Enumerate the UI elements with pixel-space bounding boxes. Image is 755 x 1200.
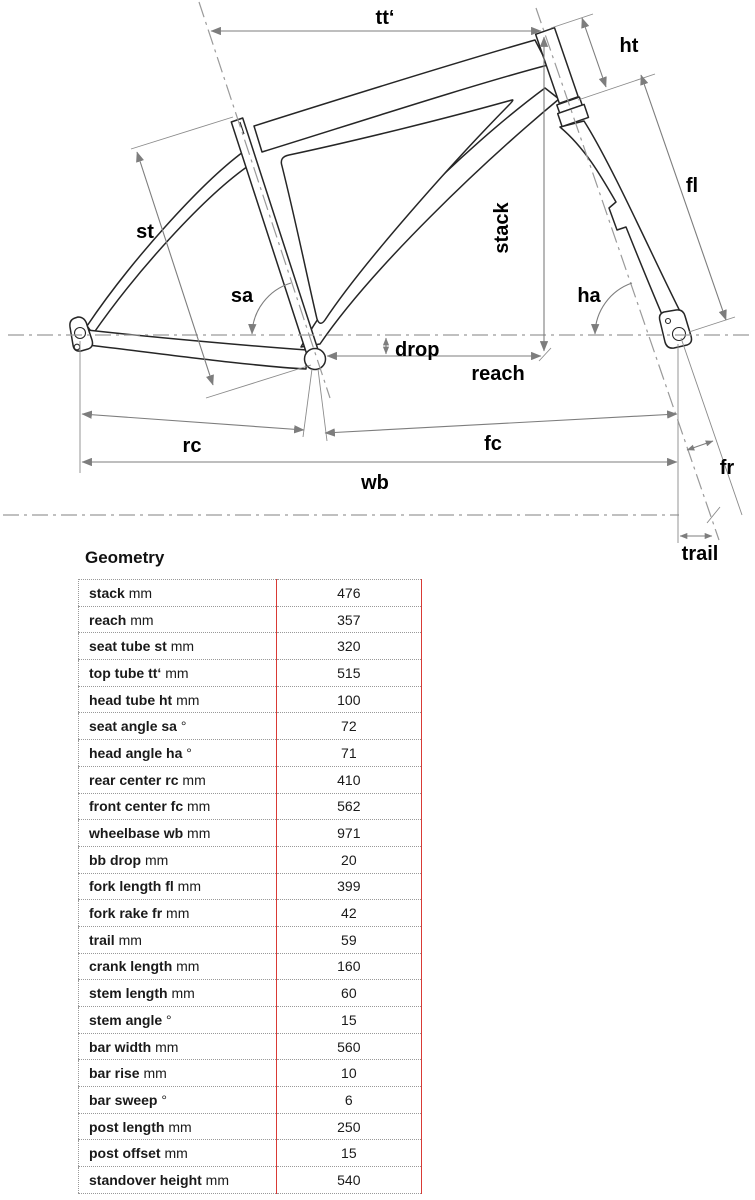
row-label [79, 873, 277, 900]
row-label [79, 1007, 277, 1034]
row-unit: mm [164, 1118, 192, 1135]
row-value: 15 [276, 1140, 421, 1167]
label-trail: trail [681, 543, 719, 565]
row-value: 399 [276, 873, 421, 900]
fork-offset-line [681, 338, 742, 515]
table-row [79, 820, 422, 847]
row-value: 42 [276, 900, 421, 927]
label-fork-length: fl [685, 175, 699, 197]
row-name: fork length fl [89, 878, 174, 895]
row-label [79, 926, 277, 953]
row-name: head angle ha [89, 744, 183, 761]
row-name: stem angle [89, 1011, 163, 1028]
bb-extension-fc [318, 369, 327, 441]
row-unit: mm [183, 825, 211, 842]
row-value: 515 [276, 660, 421, 687]
table-row [79, 926, 422, 953]
table-row [79, 846, 422, 873]
row-label [79, 820, 277, 847]
row-unit: ° [162, 1011, 172, 1028]
row-value: 71 [276, 740, 421, 767]
row-unit: mm [167, 985, 195, 1002]
row-value: 320 [276, 633, 421, 660]
table-row [79, 766, 422, 793]
row-name: seat tube st [89, 638, 167, 655]
geometry-table [78, 579, 422, 1194]
row-name: standover height [89, 1171, 202, 1188]
row-label [79, 980, 277, 1007]
dim-front-center [325, 414, 677, 433]
row-value: 476 [276, 580, 421, 607]
row-value: 60 [276, 980, 421, 1007]
bb-extension-rc [303, 369, 312, 437]
table-row [79, 1140, 422, 1167]
table-row [79, 873, 422, 900]
row-value: 160 [276, 953, 421, 980]
table-row [79, 980, 422, 1007]
label-wheelbase: wb [361, 472, 389, 494]
st-extension-top [131, 117, 233, 149]
row-name: rear center rc [89, 771, 179, 788]
row-name: trail [89, 931, 115, 948]
row-label [79, 1140, 277, 1167]
row-unit: mm [114, 931, 142, 948]
row-label [79, 1033, 277, 1060]
row-unit: mm [139, 1065, 167, 1082]
row-label [79, 953, 277, 980]
row-label [79, 793, 277, 820]
table-row [79, 1167, 422, 1194]
row-value: 560 [276, 1033, 421, 1060]
row-name: bar width [89, 1038, 152, 1055]
fl-extension-bottom [689, 317, 735, 332]
row-name: fork rake fr [89, 905, 163, 922]
row-value: 100 [276, 686, 421, 713]
label-rear-center: rc [182, 435, 202, 457]
row-label [79, 713, 277, 740]
row-label [79, 1113, 277, 1140]
row-unit: mm [126, 611, 154, 628]
row-label [79, 1167, 277, 1194]
row-unit: mm [160, 1145, 188, 1162]
label-fork-rake: fr [719, 457, 735, 479]
row-unit: mm [161, 664, 189, 681]
row-unit: mm [151, 1038, 179, 1055]
row-name: seat angle sa [89, 718, 177, 735]
label-top-tube: tt‘ [375, 7, 395, 29]
row-label [79, 580, 277, 607]
table-row [79, 580, 422, 607]
row-label [79, 606, 277, 633]
row-unit: mm [183, 798, 211, 815]
label-head-tube: ht [619, 35, 639, 57]
label-head-angle: ha [577, 285, 601, 307]
label-bb-drop: drop [395, 339, 440, 361]
row-label [79, 766, 277, 793]
crown-extension [578, 74, 655, 100]
row-unit: mm [124, 584, 153, 601]
row-label [79, 1087, 277, 1114]
row-name: stack [89, 584, 125, 601]
row-value: 540 [276, 1167, 421, 1194]
table-row [79, 1060, 422, 1087]
table-row [79, 953, 422, 980]
label-seat-tube: st [136, 221, 154, 243]
row-unit: mm [166, 638, 195, 655]
row-unit: ° [182, 744, 192, 761]
table-title: Geometry [85, 548, 165, 567]
row-value: 971 [276, 820, 421, 847]
table-row [79, 900, 422, 927]
table-row [79, 1007, 422, 1034]
row-name: head tube ht [89, 691, 173, 708]
row-name: post offset [89, 1145, 161, 1162]
dim-rear-center [82, 414, 304, 430]
row-unit: mm [172, 958, 200, 975]
table-row [79, 713, 422, 740]
table-row [79, 686, 422, 713]
table-row [79, 1087, 422, 1114]
seat-stays [87, 152, 251, 334]
row-name: bb drop [89, 851, 142, 868]
row-unit: mm [162, 905, 190, 922]
row-value: 250 [276, 1113, 421, 1140]
row-value: 20 [276, 846, 421, 873]
row-label [79, 686, 277, 713]
row-value: 357 [276, 606, 421, 633]
row-name: top tube tt‘ [89, 664, 162, 681]
ht-extension-top [551, 14, 593, 28]
row-name: reach [89, 611, 127, 628]
st-extension-bottom [206, 365, 311, 398]
row-label [79, 633, 277, 660]
table-row [79, 740, 422, 767]
label-reach: reach [471, 363, 525, 385]
row-unit: mm [173, 878, 201, 895]
row-unit: ° [157, 1091, 167, 1108]
row-label [79, 900, 277, 927]
table-row [79, 1113, 422, 1140]
row-label [79, 846, 277, 873]
row-label [79, 660, 277, 687]
row-label [79, 740, 277, 767]
dim-seat-angle-arc [252, 283, 291, 334]
dim-head-tube [582, 18, 606, 87]
label-front-center: fc [484, 433, 502, 455]
row-name: bar rise [89, 1065, 140, 1082]
row-value: 410 [276, 766, 421, 793]
row-name: crank length [89, 958, 173, 975]
row-name: stem length [89, 985, 168, 1002]
frame-drawing [70, 28, 692, 370]
table-row [79, 1033, 422, 1060]
row-unit: ° [176, 718, 187, 735]
row-value: 59 [276, 926, 421, 953]
row-name: wheelbase wb [89, 825, 184, 842]
row-name: front center fc [89, 798, 184, 815]
row-unit: mm [178, 771, 206, 788]
table-row [79, 606, 422, 633]
row-value: 6 [276, 1087, 421, 1114]
label-seat-angle: sa [230, 285, 254, 307]
row-unit: mm [172, 691, 200, 708]
label-stack: stack [491, 202, 513, 254]
row-unit: mm [201, 1171, 230, 1188]
row-value: 15 [276, 1007, 421, 1034]
row-value: 10 [276, 1060, 421, 1087]
row-name: bar sweep [89, 1091, 158, 1108]
table-row [79, 633, 422, 660]
row-label [79, 1060, 277, 1087]
table-row [79, 660, 422, 687]
reach-end-tick [539, 348, 551, 361]
row-value: 562 [276, 793, 421, 820]
row-name: post length [89, 1118, 165, 1135]
row-value: 72 [276, 713, 421, 740]
row-unit: mm [141, 851, 169, 868]
table-row [79, 793, 422, 820]
dim-fork-rake [687, 441, 713, 450]
